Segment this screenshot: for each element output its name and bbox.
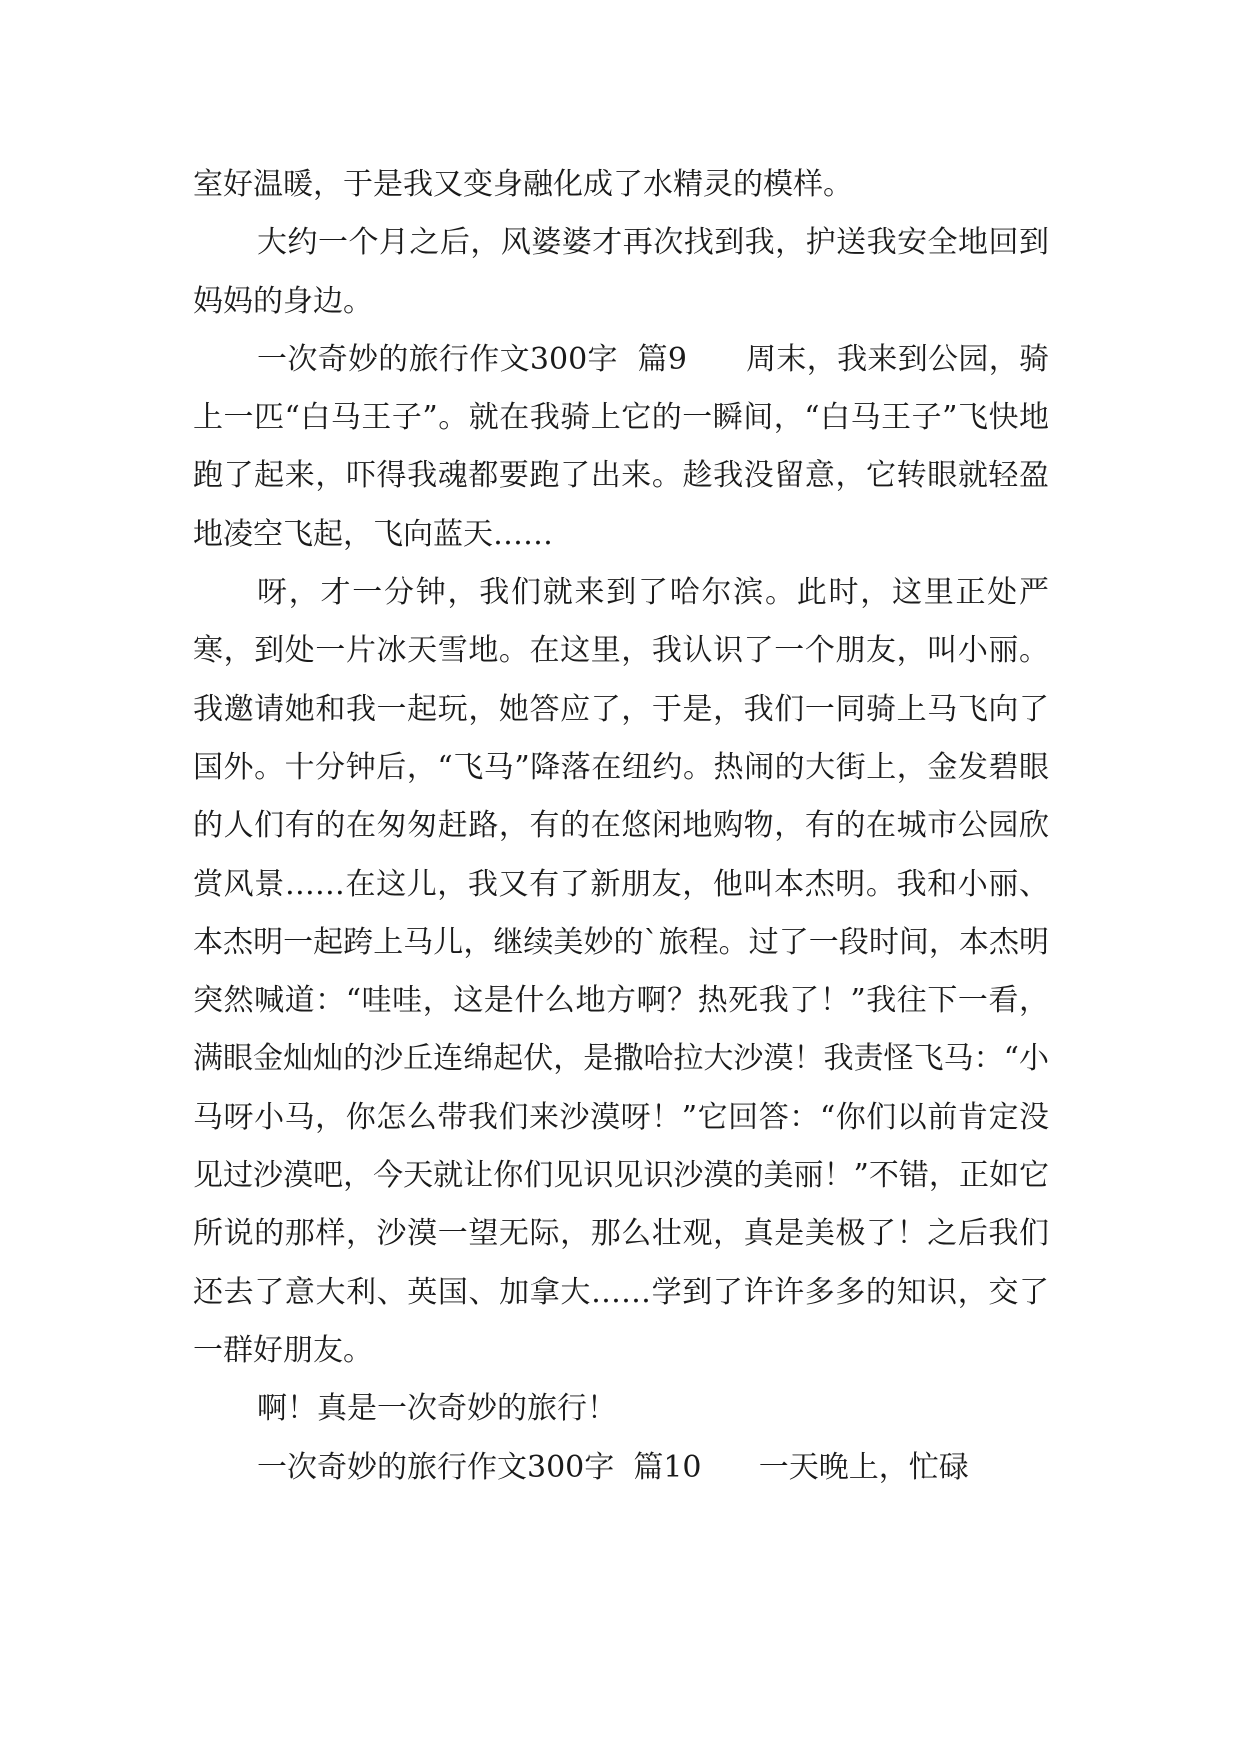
paragraph-text: 室好温暖，于是我又变身融化成了水精灵的模样。 bbox=[193, 167, 853, 202]
paragraph-text: 啊！真是一次奇妙的旅行！ bbox=[257, 1391, 617, 1427]
article-body bbox=[193, 156, 1049, 1497]
paragraph-6 bbox=[193, 1439, 1049, 1497]
paragraph-text: 呀，才一分钟，我们就来到了哈尔滨。此时，这里正处严寒，到处一片冰天雪地。在这里，我认识了一个朋友，叫小丽。我邀请她和我一起玩，她答应了，于是，我们一同骑上马飞向了国外。十分钟后，“飞马”降落在纽约。热闹的大街上，金发碧眼的人们有的在匆匆赶路，有的在悠闲地购物，有的在城市公园欣赏风景……在这儿，我又有了新朋友，他叫本杰明。我和小丽、本杰明一起跨上马儿，继续美妙的`旅程。过了一段时间，本杰明突然喊道：“哇哇，这是什么地方啊？热死我了！”我往下一看，满眼金灿灿的沙丘连绵起伏，是撒哈拉大沙漠！我责怪飞马：“小马呀小马，你怎么带我们来沙漠呀！”它回答：“你们以前肯定没见过沙漠吧，今天就让你们见识见识沙漠的美丽！”不错，正如它所说的那样，沙漠一望无际，那么壮观，真是美极了！之后我们还去了意大利、英国、加拿大……学到了许许多多的知识，交了一群好朋友。 bbox=[193, 575, 1049, 1368]
paragraph-4 bbox=[193, 564, 1049, 1380]
paragraph-1 bbox=[193, 156, 1049, 214]
paragraph-text: 周末，我来到公园，骑上一匹“白马王子”。就在我骑上它的一瞬间，“白马王子”飞快地跑了起来，吓得我魂都要跑了出来。趁我没留意，它转眼就轻盈地凌空飞起，飞向蓝天…… bbox=[193, 341, 1050, 552]
section-heading-10: 一次奇妙的旅行作文300字 篇10 bbox=[257, 1449, 702, 1485]
paragraph-5 bbox=[193, 1380, 1049, 1438]
paragraph-text: 大约一个月之后，风婆婆才再次找到我，护送我安全地回到妈妈的身边。 bbox=[193, 225, 1049, 319]
paragraph-text: 一天晚上，忙碌 bbox=[758, 1449, 969, 1485]
paragraph-2 bbox=[193, 214, 1049, 331]
section-heading-9: 一次奇妙的旅行作文300字 篇9 bbox=[257, 341, 687, 377]
paragraph-3 bbox=[193, 331, 1049, 564]
